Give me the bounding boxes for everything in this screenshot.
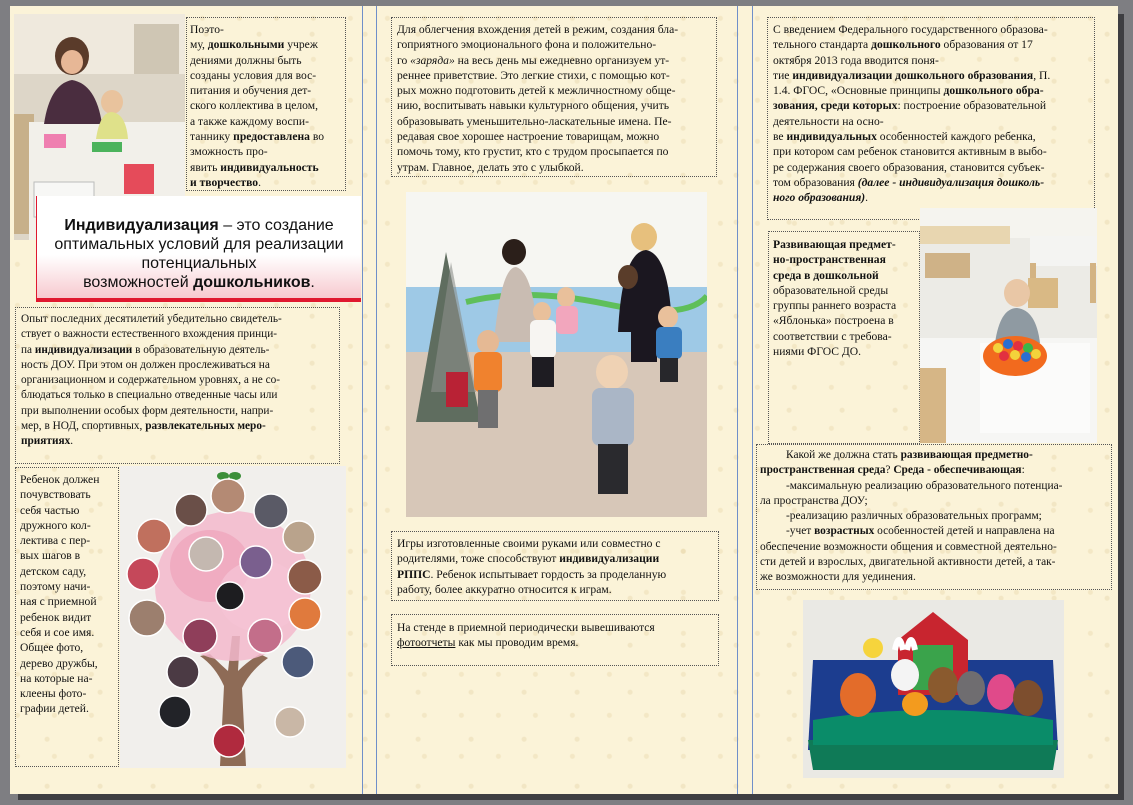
photo-child-at-table-with-balls (920, 208, 1097, 443)
column-divider-1 (362, 6, 363, 794)
photo-felt-puppet-theater (803, 600, 1064, 778)
col2-text-box-1: Для облегчения вхождения детей в режим, создания бла- гоприятного эмоционального фона и положительно- го «заряда» на весь день мы ежедневно организуем ут- реннее приветствие. Это легкие стихи, с помощью кот- рых можно подготовить детей к межличностному обще- нию, воспитывать навыки культурного общения, учить образовывать уменьшительно-ласкательные имена. Пе- редавая свое хорошее настроение товарищам, можно помочь тому, кто грустит, кто с трудом просыпается по утрам. Главное, делать это с улыбкой. (391, 17, 717, 177)
col3-text-box-1: С введением Федерального государственного образова- тельного стандарта дошкольного образования от 17 октября 2013 года вводится поня- тие индивидуализации дошкольного образования, П. 1.4. ФГОС, «Основные принципы дошкольного обра- зования, среди которых: построение образовательной деятельности на осно- ве индивидуальных особенностей каждого ребенка, при котором сам ребенок становится активным в выбо- ре содержания своего образования, становится субъек- том образования (далее - индивидуализация дошколь- ного образования). (767, 17, 1095, 220)
column-divider-2b (752, 6, 753, 794)
page-shadow-bottom (18, 794, 1124, 800)
definition-title-box: Индивидуализация – это создание оптимальных условий для реализации потенциальных возможностей дошкольников. (36, 196, 361, 302)
col1-text-box-1: Поэто- му, дошкольными учреж дениями должны быть созданы условия для вос- питания и обучения дет- ского коллектива в целом, а также каждому воспи- таннику предоставлена во зможность про- явить индивидуальность и творчество. (186, 17, 346, 191)
col3-text-box-3: Какой же должна стать развивающая предметно- пространственная среда? Среда - обеспечивающая: -максимальную реализацию образовательного потенциа- ла пространства ДОУ; -реализацию различных образовательных программ; -учет возрастных особенностей детей и направлена на обеспечение возможности общения и совместной деятельно- сти детей и взрослых, двигательной активности детей, а так- же возможности для уединения. (756, 444, 1112, 590)
col2-text-box-2: Игры изготовленные своими руками или совместно с родителями, тоже способствуют индивидуализации РППС. Ребенок испытывает гордость за проделанную работу, более аккуратно относится к играм. (391, 531, 719, 601)
photo-friendship-tree (120, 466, 346, 768)
col1-text-box-3: Ребенок должен почувствовать себя частью дружного кол- лектива с пер- вых шагов в детском саду, поэтому начи- ная с приемной ребенок видит себя и сое имя. Общее фото, дерево дружбы, на которые на- клеены фото- графии детей. (15, 467, 119, 767)
col2-text-box-3: На стенде в приемной периодически вывешиваются фотоотчеты как мы проводим время. (391, 614, 719, 666)
photo-morning-greeting-circle (406, 192, 707, 517)
title-term: Индивидуализация (64, 217, 219, 234)
page-shadow-right (1118, 14, 1124, 800)
col3-text-box-2: Развивающая предмет- но-пространственная среда в дошкольной образовательной среды группы раннего возраста «Яблонька» построена в соответствии с требова- ниями ФГОС ДО. (768, 231, 920, 444)
column-divider-2 (737, 6, 738, 794)
column-divider-1b (376, 6, 377, 794)
col1-text-box-2: Опыт последних десятилетий убедительно свидетель- ствует о важности естественного вхождения принци- па индивидуализации в образовательную деятель- ность ДОУ. При этом он должен прослеживаться на организационном и содержательном уровнях, а не со- блюдаться только в специально отведенные часы или при выполнении особых форм деятельности, напри- мер, в НОД, спортивных, развлекательных меро- приятиях. (15, 307, 340, 464)
